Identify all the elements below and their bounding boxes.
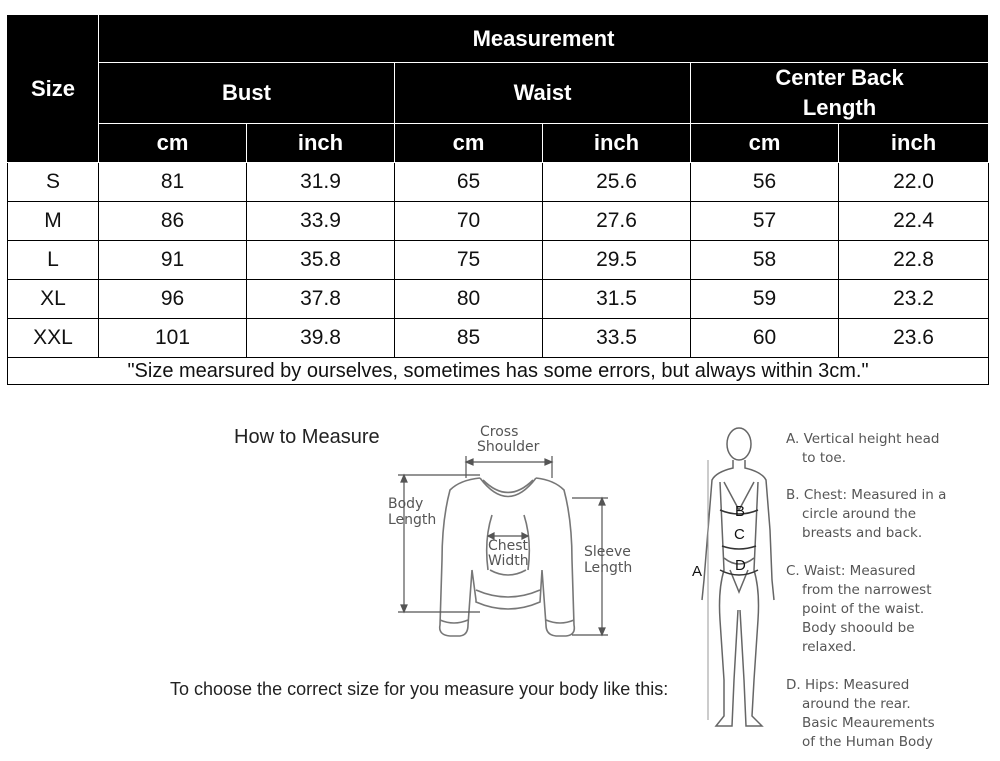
chest-width-label: Width <box>488 553 529 569</box>
waist-header: Waist <box>395 63 691 124</box>
body-diagram <box>680 420 780 740</box>
size-chart-table <box>7 14 989 385</box>
table-cell: 27.6 <box>543 202 691 241</box>
marker-d: D <box>735 557 746 574</box>
note-row <box>8 358 989 385</box>
table-cell: 65 <box>395 163 543 202</box>
size-cell: L <box>8 241 99 280</box>
legend-line: Basic Meaurements <box>802 715 935 731</box>
table-cell: 22.4 <box>839 202 989 241</box>
measurement-header: Measurement <box>99 15 989 63</box>
body-length-label: Length <box>388 512 437 528</box>
table-cell: 101 <box>99 319 247 358</box>
table-cell: 70 <box>395 202 543 241</box>
how-to-measure-title: How to Measure <box>234 426 380 448</box>
size-cell: S <box>8 163 99 202</box>
table-cell: 31.5 <box>543 280 691 319</box>
table-cell: 56 <box>691 163 839 202</box>
table-row <box>8 163 989 202</box>
chest-width-label: Chest <box>488 538 529 554</box>
table-cell: 22.0 <box>839 163 989 202</box>
legend-line: around the rear. <box>802 696 911 712</box>
unit-header: cm <box>395 124 543 163</box>
table-cell: 35.8 <box>247 241 395 280</box>
unit-header: cm <box>99 124 247 163</box>
unit-header: inch <box>839 124 989 163</box>
sleeve-length-label: Sleeve <box>584 544 631 560</box>
legend-line: point of the waist. <box>802 601 925 617</box>
table-cell: 23.6 <box>839 319 989 358</box>
legend-line: to toe. <box>802 450 846 466</box>
legend-line: breasts and back. <box>802 525 923 541</box>
size-cell: M <box>8 202 99 241</box>
legend-item-c <box>786 562 986 657</box>
unit-header: inch <box>247 124 395 163</box>
table-cell: 33.9 <box>247 202 395 241</box>
measure-instruction: To choose the correct size for you measure your body like this: <box>170 679 669 699</box>
legend-item-b <box>786 486 986 543</box>
table-cell: 37.8 <box>247 280 395 319</box>
body-length-label: Body <box>388 496 424 512</box>
table-row <box>8 280 989 319</box>
table-cell: 60 <box>691 319 839 358</box>
table-cell: 58 <box>691 241 839 280</box>
legend-line: from the narrowest <box>802 582 932 598</box>
table-row <box>8 241 989 280</box>
garment-diagram <box>380 420 650 645</box>
table-cell: 23.2 <box>839 280 989 319</box>
center-back-length-label: Center Back Length <box>775 65 904 120</box>
unit-header: inch <box>543 124 691 163</box>
table-cell: 31.9 <box>247 163 395 202</box>
legend-line: of the Human Body <box>802 734 933 750</box>
cross-shoulder-label: Shoulder <box>477 439 540 455</box>
legend-line: B. Chest: Measured in a <box>786 487 947 503</box>
legend-item-d <box>786 676 986 752</box>
table-cell: 81 <box>99 163 247 202</box>
legend-item-a <box>786 430 986 468</box>
table-cell: 33.5 <box>543 319 691 358</box>
marker-a: A <box>692 563 703 580</box>
table-cell: 80 <box>395 280 543 319</box>
table-cell: 25.6 <box>543 163 691 202</box>
table-cell: 29.5 <box>543 241 691 280</box>
table-cell: 86 <box>99 202 247 241</box>
sleeve-length-label: Length <box>584 560 633 576</box>
table-cell: 39.8 <box>247 319 395 358</box>
size-cell: XL <box>8 280 99 319</box>
size-cell: XXL <box>8 319 99 358</box>
unit-header: cm <box>691 124 839 163</box>
center-back-length-header <box>691 63 989 124</box>
table-cell: 85 <box>395 319 543 358</box>
bust-header: Bust <box>99 63 395 124</box>
legend-line: C. Waist: Measured <box>786 563 916 579</box>
legend-line: relaxed. <box>802 639 857 655</box>
table-cell: 59 <box>691 280 839 319</box>
size-header: Size <box>8 15 99 163</box>
legend-line: D. Hips: Measured <box>786 677 910 693</box>
table-cell: 96 <box>99 280 247 319</box>
legend-line: Body shoould be <box>802 620 915 636</box>
marker-c: C <box>734 526 745 543</box>
table-cell: 91 <box>99 241 247 280</box>
cross-shoulder-label: Cross <box>480 424 519 440</box>
table-row <box>8 202 989 241</box>
table-row <box>8 319 989 358</box>
human-figure-illustration <box>702 428 774 726</box>
table-cell: 22.8 <box>839 241 989 280</box>
table-cell: 57 <box>691 202 839 241</box>
measurement-note: "Size mearsured by ourselves, sometimes has some errors, but always within 3cm." <box>8 358 989 385</box>
legend-line: A. Vertical height head <box>786 431 940 447</box>
marker-b: B <box>735 503 746 520</box>
table-cell: 75 <box>395 241 543 280</box>
legend-line: circle around the <box>802 506 917 522</box>
